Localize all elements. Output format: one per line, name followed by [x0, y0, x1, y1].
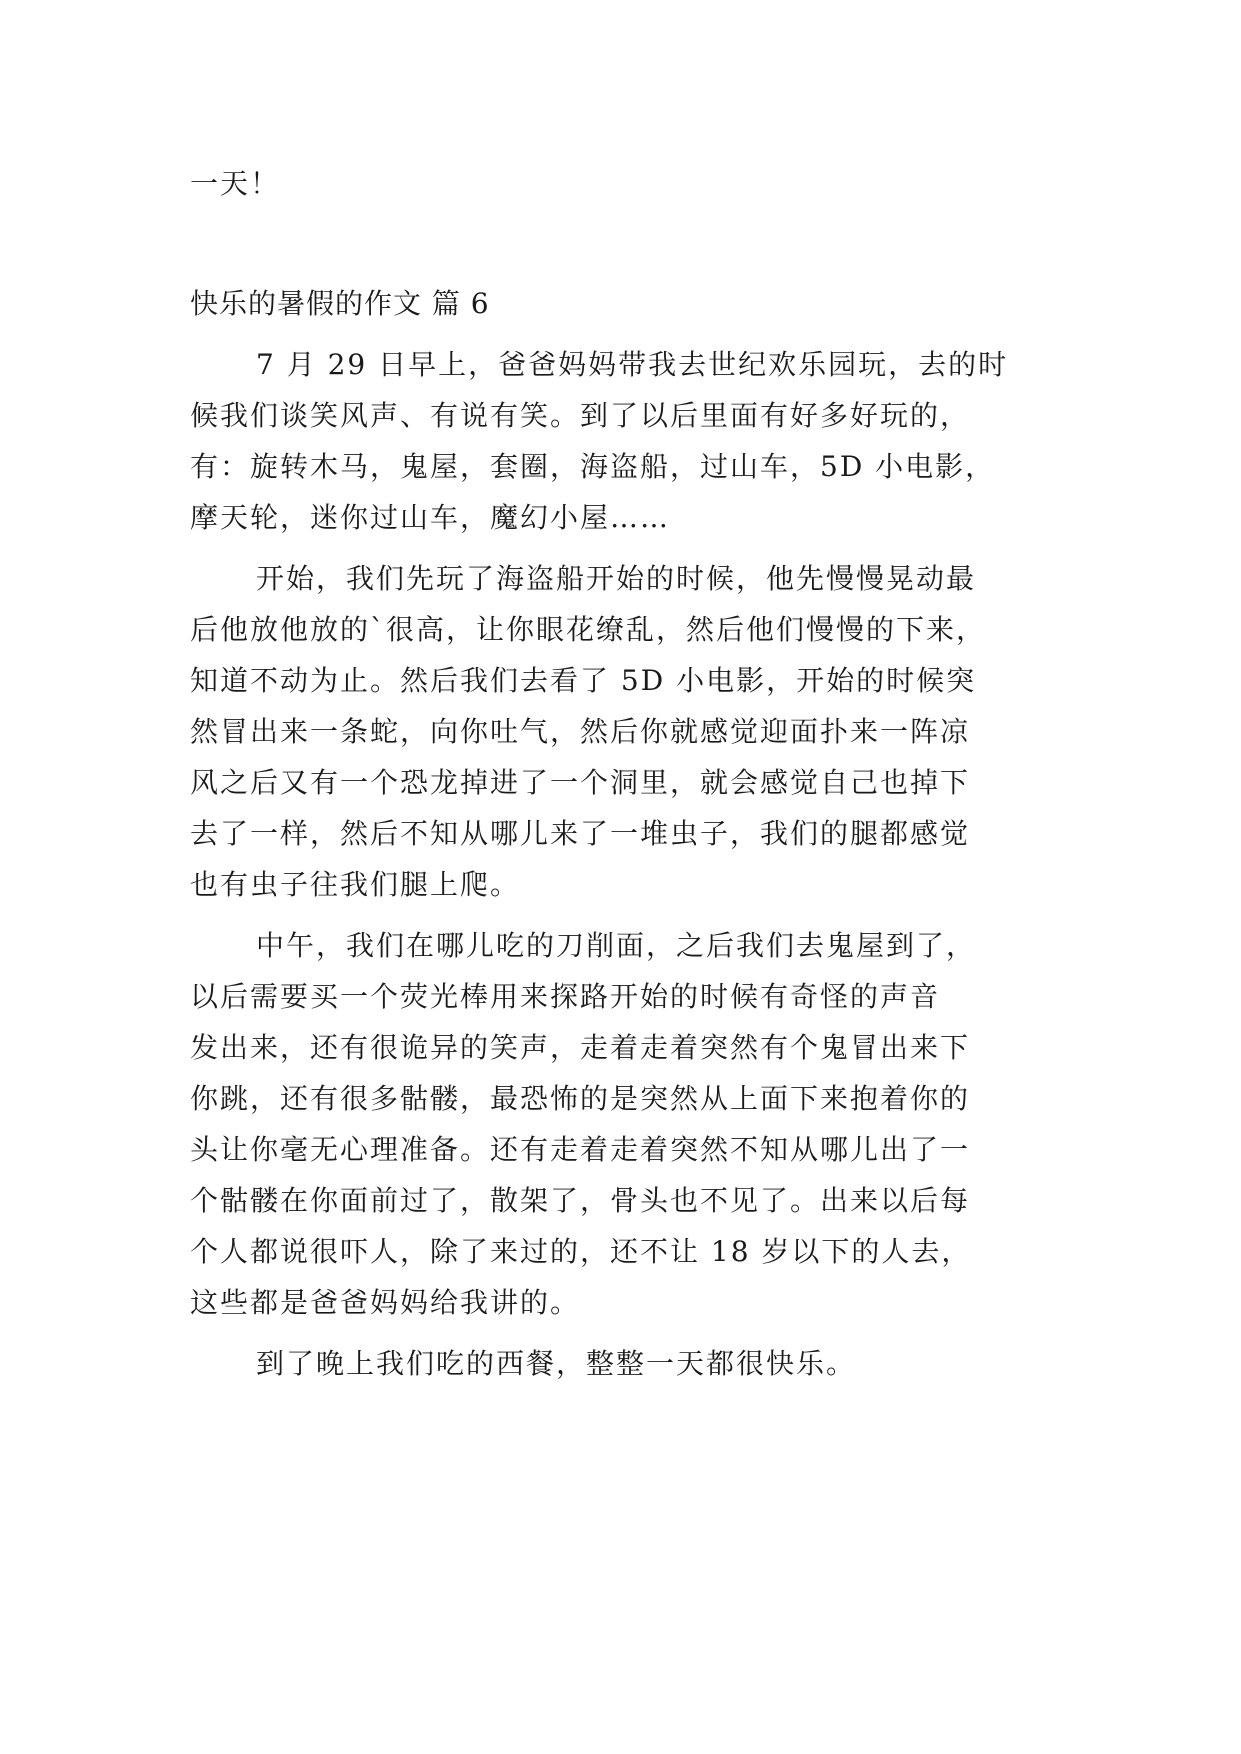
- paragraph-line: 也有虫子往我们腿上爬。: [190, 868, 521, 901]
- paragraph-line: 然冒出来一条蛇，向你吐气，然后你就感觉迎面扑来一阵凉: [190, 715, 971, 748]
- paragraph-line: 有：旋转木马，鬼屋，套圈，海盗船，过山车，5D 小电影，: [190, 450, 996, 483]
- section-gap: [190, 209, 1070, 278]
- paragraph-line: 头让你毫无心理准备。还有走着走着突然不知从哪儿出了一: [190, 1133, 971, 1166]
- paragraph-line: 风之后又有一个恐龙掉进了一个洞里，就会感觉自己也掉下: [190, 766, 971, 799]
- paragraph-line: 摩天轮，迷你过山车，魔幻小屋……: [190, 501, 671, 534]
- paragraph-line: 个人都说很吓人，除了来过的，还不让 18 岁以下的人去，: [190, 1235, 972, 1268]
- paragraph-line: 你跳，还有很多骷髅，最恐怖的是突然从上面下来抱着你的: [190, 1082, 971, 1115]
- paragraph-line: 后他放他放的`很高，让你眼花缭乱，然后他们慢慢的下来，: [190, 613, 987, 646]
- paragraph-line: 个骷髅在你面前过了，散架了，骨头也不见了。出来以后每: [190, 1184, 971, 1217]
- heading-gap: [190, 329, 1070, 339]
- paragraph-line: 到了晚上我们吃的西餐，整整一天都很快乐。: [256, 1347, 857, 1380]
- paragraph-2: [190, 553, 1070, 910]
- paragraph-line: 候我们谈笑风声、有说有笑。到了以后里面有好多好玩的，: [190, 399, 971, 432]
- paragraph-line: 以后需要买一个荧光棒用来探路开始的时候有奇怪的声音: [190, 980, 941, 1013]
- paragraph-line: 去了一样，然后不知从哪儿来了一堆虫子，我们的腿都感觉: [190, 817, 971, 850]
- paragraph-line: 这些都是爸爸妈妈给我讲的。: [190, 1286, 581, 1319]
- section-heading: 快乐的暑假的作文 篇 6: [190, 287, 490, 320]
- paragraph-3: [190, 920, 1070, 1328]
- paragraph-1: [190, 339, 1070, 543]
- paragraph-4: [190, 1338, 1070, 1389]
- paragraph-line: 7 月 29 日早上，爸爸妈妈带我去世纪欢乐园玩，去的时: [256, 348, 1009, 381]
- paragraph-line: 开始，我们先玩了海盗船开始的时候，他先慢慢晃动最: [256, 562, 977, 595]
- continued-text-line: 一天！: [190, 167, 281, 200]
- paragraph-line: 发出来，还有很诡异的笑声，走着走着突然有个鬼冒出来下: [190, 1031, 971, 1064]
- paragraph-line: 中午，我们在哪儿吃的刀削面，之后我们去鬼屋到了，: [256, 929, 977, 962]
- paragraph-line: 知道不动为止。然后我们去看了 5D 小电影，开始的时候突: [190, 664, 977, 697]
- document-body: [190, 158, 1070, 1399]
